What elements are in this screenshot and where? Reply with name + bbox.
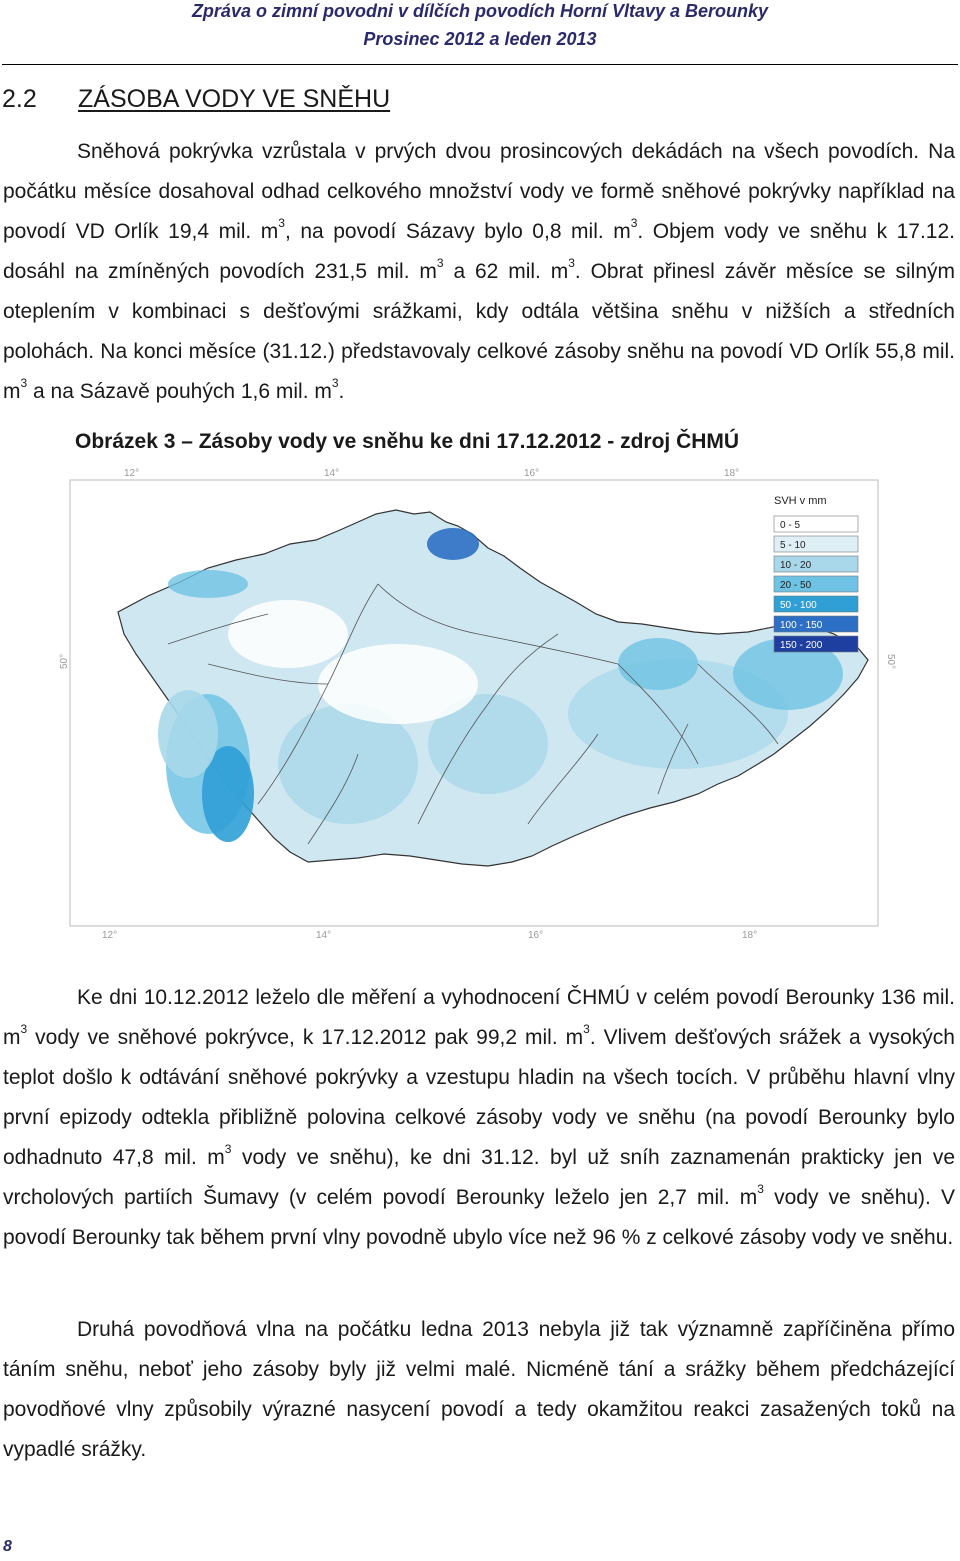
tick-top-2: 14° — [324, 468, 340, 479]
tick-top-3: 16° — [524, 468, 540, 479]
snow-zone-west — [158, 690, 218, 778]
paragraph-3: Druhá povodňová vlna na počátku ledna 2013 nebyla již tak významně zapříčiněna přímo táním sněhu, neboť jeho zásoby byly již velmi malé. Nicméně tání a srážky během předcházející povodňové vlny způsobily výrazné nasycení povodí a tedy okamžitou reakci zasažených toků na vypadlé srážky. — [3, 1318, 955, 1461]
page-number: 8 — [3, 1538, 12, 1555]
section-number: 2.2 — [2, 85, 37, 113]
section-heading — [2, 82, 390, 116]
tick-bottom-4: 18° — [742, 930, 758, 941]
snow-zone-krkonose — [427, 528, 479, 560]
legend-label: 150 - 200 — [780, 640, 823, 651]
tick-bottom-1: 12° — [102, 930, 118, 941]
legend-label: 0 - 5 — [780, 520, 801, 531]
tick-top-1: 12° — [124, 468, 140, 479]
header-subtitle: Prosinec 2012 a leden 2013 — [363, 29, 597, 49]
legend-label: 5 - 10 — [780, 540, 806, 551]
tick-bottom-3: 16° — [528, 930, 544, 941]
map-svg — [58, 464, 898, 944]
paragraph-2: Ke dni 10.12.2012 leželo dle měření a vyhodnocení ČHMÚ v celém povodí Berounky 136 mil. $m^3$ vody ve sněhové pokrývce, k 17.12.2012 pak 99,2 mil. $m^3$. Vlivem dešťových srážek a vysokých teplot došlo k odtávání sněhové pokrývky a vzestupu hladin na všech tocích. V průběhu hlavní vlny první epizody odtekla přibližně polovina celkové zásoby vody ve sněhu (na povodí Berounky bylo odhadnuto 47,8 mil. $m^3$ vody ve sněhu), ke dni 31.12. byl už sníh zaznamenán prakticky jen ve vrcholových partiích Šumavy (v celém povodí Berounky leželo jen 2,7 mil. $m^3$ vody ve sněhu). V povodí Berounky tak během první vlny povodně ubylo více než 96 % z celkové zásoby vody ve sněhu. — [3, 986, 955, 1249]
figure-caption: Obrázek 3 – Zásoby vody ve sněhu ke dni 17.12.2012 - zdroj ČHMÚ — [75, 430, 740, 453]
snow-zone-krusne — [168, 570, 248, 598]
tick-top-4: 18° — [724, 468, 740, 479]
snow-free-central — [318, 644, 478, 724]
legend-label: 10 - 20 — [780, 560, 812, 571]
snow-free-north — [228, 600, 348, 668]
tick-left: 50° — [59, 653, 70, 669]
tick-right: 50° — [885, 654, 896, 670]
legend-label: 20 - 50 — [780, 580, 812, 591]
header-rule — [2, 64, 958, 65]
header-title: Zpráva o zimní povodni v dílčích povodích Horní Vltavy a Berounky — [191, 1, 769, 21]
section-title: ZÁSOBA VODY VE SNĚHU — [78, 85, 391, 113]
paragraph-1: Sněhová pokrývka vzrůstala v prvých dvou prosincových dekádách na všech povodích. Na počátku měsíce dosahoval odhad celkového množství vody ve formě sněhové pokrývky například na povodí VD Orlík 19,4 mil. $m^3$, na povodí Sázavy bylo 0,8 mil. $m^3$. Objem vody ve sněhu k 17.12. dosáhl na zmíněných povodích 231,5 mil. $m^3$ a 62 mil. $m^3$. Obrat přinesl závěr měsíce se silným oteplením v kombinaci s dešťovými srážkami, kdy odtála většina sněhu v nižších a středních polohách. Na konci měsíce (31.12.) představovaly celkové zásoby sněhu na povodí VD Orlík 55,8 mil. $m^3$ a na Sázavě pouhých 1,6 mil. $m^3$. — [3, 140, 956, 403]
snow-zone-jeseniky — [618, 638, 698, 690]
tick-bottom-2: 14° — [316, 930, 332, 941]
snow-water-map — [58, 464, 898, 944]
legend-label: 100 - 150 — [780, 620, 823, 631]
legend-label: 50 - 100 — [780, 600, 817, 611]
legend-title: SVH v mm — [774, 495, 827, 507]
